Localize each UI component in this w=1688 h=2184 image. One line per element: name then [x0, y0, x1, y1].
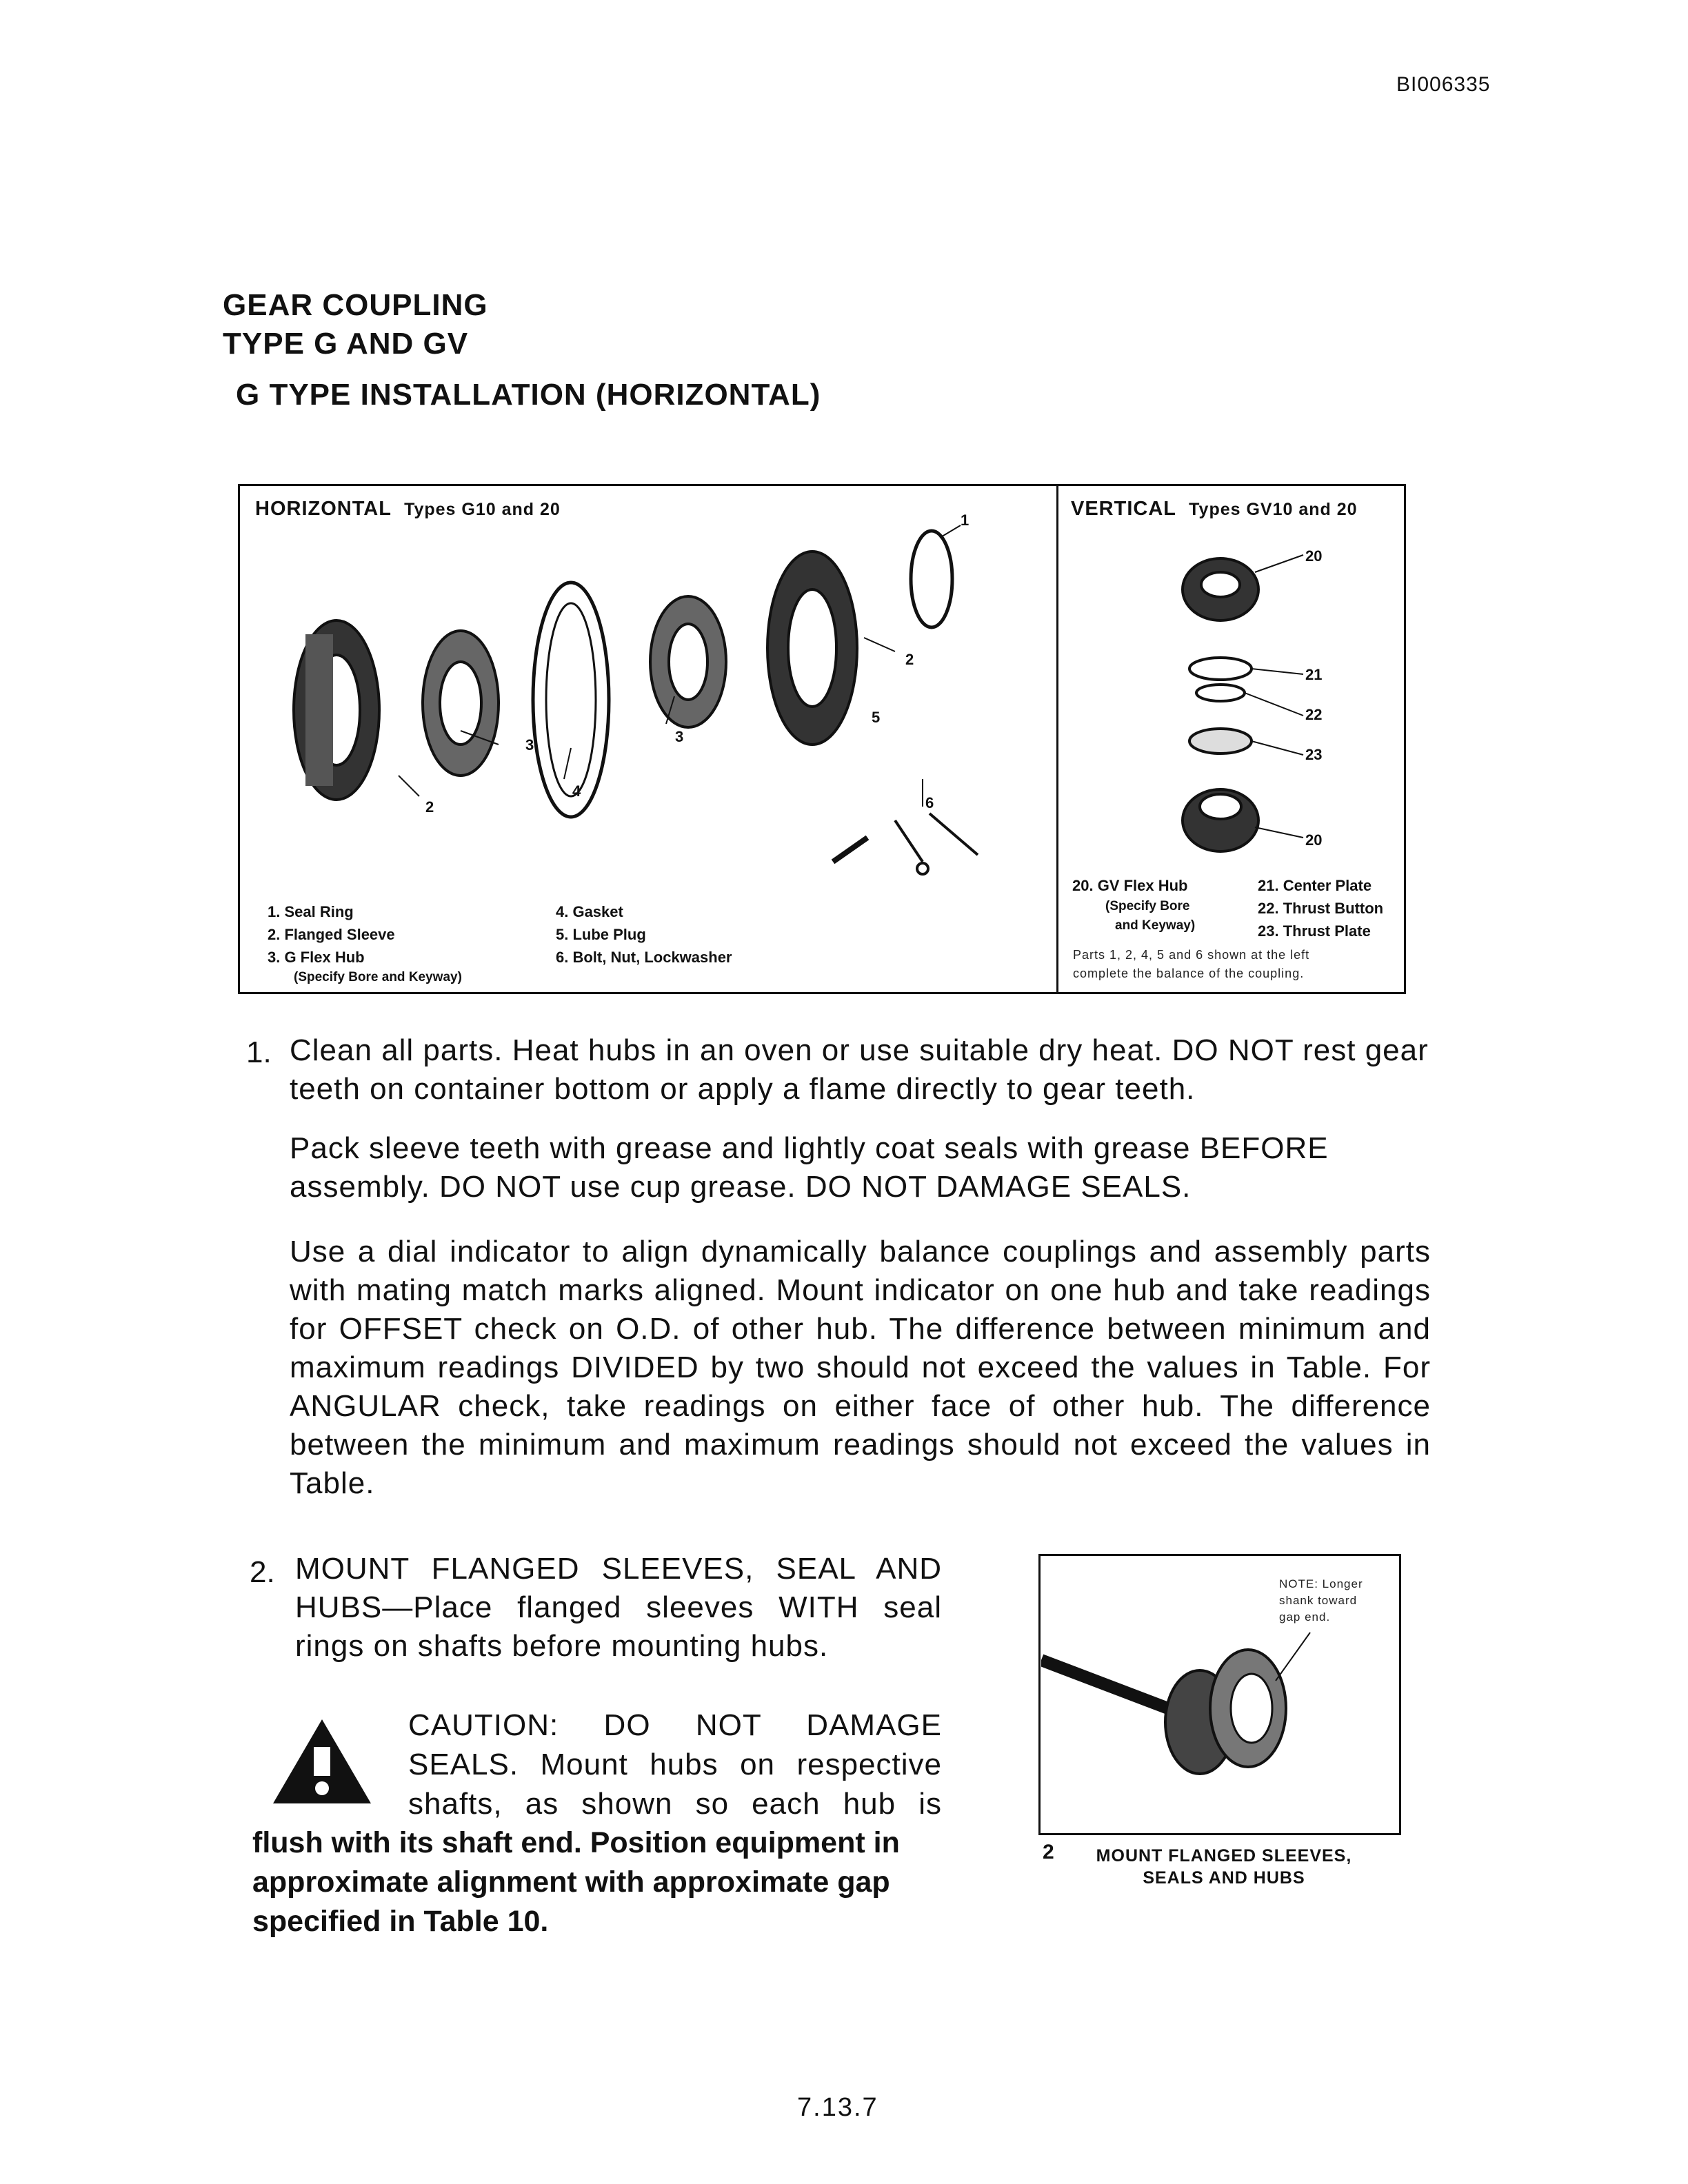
caution-line-3: shafts, as shown so each hub is	[408, 1787, 942, 1821]
vertical-panel-note: Parts 1, 2, 4, 5 and 6 shown at the left complete the balance of the coupling.	[1073, 948, 1310, 980]
horizontal-coupling-drawing	[240, 524, 1052, 882]
horizontal-panel-title: HORIZONTAL Types G10 and 20	[255, 498, 561, 520]
caution-line-2: SEALS. Mount hubs on respective	[408, 1748, 942, 1781]
step-1-number: 1.	[246, 1035, 272, 1069]
step-1-paragraph-3: Use a dial indicator to align dynamically balance couplings and assembly parts with mating match marks aligned. Mount indicator on one hub and take readings for OFFSET check on O.D. of other hub. The difference between minimum and maximum readings DIVIDED by two should not exceed the values in Table. For ANGULAR check, take readings on either face of other hub. The difference between the minimum and maximum readings should not exceed the values in Table.	[290, 1235, 1431, 1500]
step-2-text: MOUNT FLANGED SLEEVES, SEAL AND HUBS—Place flanged sleeves WITH seal rings on shafts before mounting hubs.	[295, 1552, 942, 1663]
title-line-2: TYPE G AND GV	[223, 327, 469, 361]
title-line-1: GEAR COUPLING	[223, 288, 488, 322]
vertical-coupling-drawing	[1058, 524, 1400, 869]
figure-2-caption: MOUNT FLANGED SLEEVES, SEALS AND HUBS	[1096, 1846, 1352, 1888]
callout-1: 1	[961, 512, 969, 529]
caution-lines	[408, 1706, 942, 1823]
step-1-paragraph-1: Clean all parts. Heat hubs in an oven or use suitable dry heat. DO NOT rest gear teeth on container bottom or apply a flame directly to gear teeth.	[290, 1033, 1429, 1106]
caution-warning-icon	[270, 1717, 374, 1806]
caution-bold-text: flush with its shaft end. Position equipment in approximate alignment with approximate gap specified in Table 10.	[252, 1826, 900, 1938]
horizontal-legend-left: 1. Seal Ring 2. Flanged Sleeve 3. G Flex Hub (Specify Bore and Keyway)	[268, 903, 462, 984]
figure-2-number: 2	[1043, 1841, 1054, 1863]
section-title: G TYPE INSTALLATION (HORIZONTAL)	[236, 378, 821, 412]
figure-2-note: NOTE: Longer shank toward gap end.	[1279, 1577, 1363, 1624]
callout-2-left: 2	[425, 798, 434, 816]
callout-4: 4	[572, 782, 581, 800]
callout-21: 21	[1305, 666, 1323, 683]
callout-3-right: 3	[675, 728, 684, 745]
step-2-number: 2.	[250, 1555, 275, 1589]
document-id: BI006335	[1396, 73, 1491, 96]
vertical-legend-left: 20. GV Flex Hub (Specify Bore and Keyway)	[1072, 877, 1196, 933]
callout-5: 5	[872, 709, 881, 726]
horizontal-legend-right: 4. Gasket 5. Lube Plug 6. Bolt, Nut, Lockwasher	[556, 903, 732, 966]
callout-23: 23	[1305, 746, 1323, 763]
callout-2-right: 2	[905, 651, 914, 668]
callout-20-bottom: 20	[1305, 831, 1323, 849]
callout-3-left: 3	[525, 736, 534, 754]
vertical-legend-right: 21. Center Plate 22. Thrust Button 23. Thrust Plate	[1258, 877, 1384, 940]
caution-line-1: CAUTION: DO NOT DAMAGE	[408, 1708, 942, 1742]
callout-20-top: 20	[1305, 547, 1323, 565]
vertical-panel-title: VERTICAL Types GV10 and 20	[1071, 498, 1358, 520]
step-1-body	[290, 1031, 1431, 1503]
callout-22: 22	[1305, 706, 1323, 723]
page-number: 7.13.7	[797, 2093, 878, 2122]
step-1-paragraph-2: Pack sleeve teeth with grease and lightly coat seals with grease BEFORE assembly. DO NOT use cup grease. DO NOT DAMAGE SEALS.	[290, 1131, 1329, 1204]
callout-6: 6	[925, 794, 934, 811]
